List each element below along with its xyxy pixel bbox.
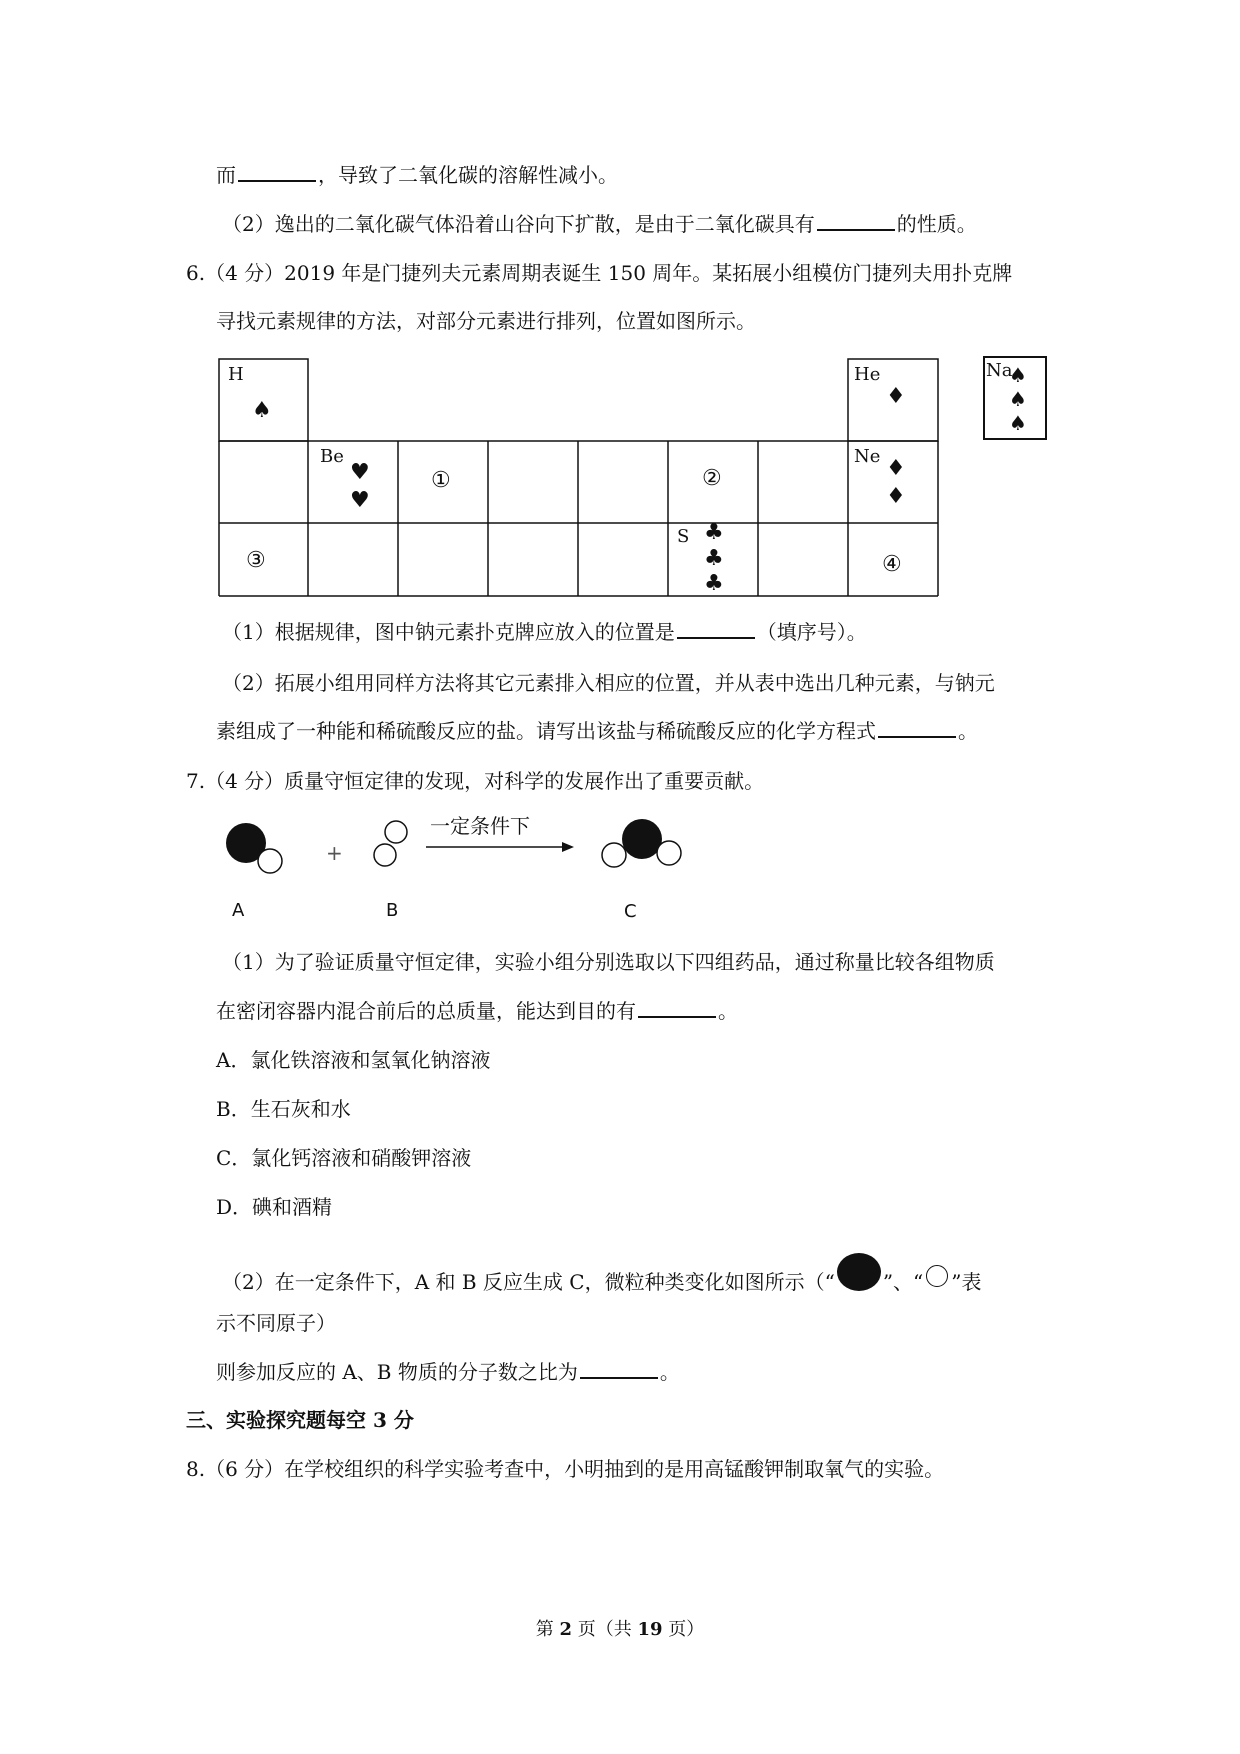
element-label-na: Na [986, 360, 1013, 381]
white-atom-icon [657, 841, 681, 865]
black-atom-icon [622, 819, 662, 859]
white-atom-icon [258, 849, 282, 873]
q7-sub1-line2: 在密闭容器内混合前后的总质量，能达到目的有 。 [216, 999, 738, 1023]
q6-line2: 寻找元素规律的方法，对部分元素进行排列，位置如图所示。 [216, 309, 756, 333]
page-total: 19 [637, 1619, 663, 1640]
position-marker-2: ② [702, 466, 722, 491]
white-atom-icon [602, 843, 626, 867]
position-marker-3: ③ [246, 548, 266, 573]
molecule-label-a: A [232, 900, 245, 921]
spade-icon: ♠ [1009, 387, 1027, 411]
page-number: 2 [559, 1619, 572, 1640]
section-title: 三、实验探究题每空 3 分 [186, 1408, 414, 1432]
element-label-he: He [854, 364, 881, 385]
diamond-icon: ♦ [886, 456, 906, 481]
club-icon: ♣ [704, 571, 724, 596]
position-marker-4: ④ [882, 552, 902, 577]
table-grid-lines [218, 358, 939, 597]
q7-sub2-line2: 示不同原子） [216, 1311, 336, 1335]
club-icon: ♣ [704, 520, 724, 545]
club-icon: ♣ [704, 546, 724, 571]
answer-blank[interactable] [638, 998, 716, 1018]
spade-icon: ♠ [252, 398, 272, 423]
option-c[interactable]: C．氯化钙溶液和硝酸钾溶液 [216, 1146, 472, 1170]
sodium-card [983, 356, 1047, 440]
element-card-table [218, 358, 939, 597]
element-label-ne: Ne [854, 446, 881, 467]
option-d[interactable]: D．碘和酒精 [216, 1195, 333, 1219]
white-atom-icon [374, 844, 396, 866]
q7-sub2-line3: 则参加反应的 A、B 物质的分子数之比为 。 [216, 1360, 680, 1384]
answer-blank[interactable] [580, 1359, 658, 1379]
element-label-be: Be [320, 446, 344, 467]
option-a[interactable]: A．氯化铁溶液和氢氧化钠溶液 [216, 1048, 491, 1072]
q7-line1: 7.（4 分）质量守恒定律的发现，对科学的发展作出了重要贡献。 [186, 769, 765, 793]
white-atom-icon [926, 1265, 948, 1287]
answer-blank[interactable] [817, 211, 895, 231]
spade-icon: ♠ [1009, 363, 1027, 387]
q5-line-b: （2）逸出的二氧化碳气体沿着山谷向下扩散，是由于二氧化碳具有 的性质。 [222, 212, 977, 236]
q5-line-a: 而 ，导致了二氧化碳的溶解性减小。 [216, 163, 618, 187]
q6-line1: 6.（4 分）2019 年是门捷列夫元素周期表诞生 150 周年。某拓展小组模仿门捷列夫用扑克牌 [186, 261, 1013, 285]
molecule-label-b: B [386, 900, 399, 921]
reaction-condition: 一定条件下 [430, 815, 530, 838]
white-atom-icon [385, 821, 407, 843]
q6-sub2-line2: 素组成了一种能和稀硫酸反应的盐。请写出该盐与稀硫酸反应的化学方程式 。 [216, 719, 978, 743]
q6-sub2-line1: （2）拓展小组用同样方法将其它元素排入相应的位置，并从表中选出几种元素，与钠元 [222, 671, 995, 695]
q7-sub1-line1: （1）为了验证质量守恒定律，实验小组分别选取以下四组药品，通过称量比较各组物质 [222, 950, 995, 974]
heart-icon: ♥ [350, 488, 370, 513]
heart-icon: ♥ [350, 460, 370, 485]
spade-icon: ♠ [1009, 411, 1027, 435]
q7-sub2-line1: （2）在一定条件下，A 和 B 反应生成 C，微粒种类变化如图所示（“ ”、“ ”表 [222, 1259, 982, 1297]
option-b[interactable]: B．生石灰和水 [216, 1097, 351, 1121]
black-atom-icon [837, 1253, 881, 1291]
answer-blank[interactable] [677, 619, 755, 639]
arrow-head-icon [562, 842, 574, 852]
element-label-h: H [228, 364, 244, 385]
q8-line1: 8.（6 分）在学校组织的科学实验考查中，小明抽到的是用高锰酸钾制取氧气的实验。 [186, 1457, 945, 1481]
reaction-diagram [210, 815, 710, 925]
answer-blank[interactable] [878, 718, 956, 738]
diamond-icon: ♦ [886, 484, 906, 509]
q6-sub1: （1）根据规律，图中钠元素扑克牌应放入的位置是 （填序号）。 [222, 620, 867, 644]
molecule-label-c: C [624, 901, 637, 922]
plus-sign: + [326, 841, 343, 865]
element-label-s: S [677, 526, 690, 547]
diamond-icon: ♦ [886, 384, 906, 409]
position-marker-1: ① [431, 468, 451, 493]
page-footer: 第 2 页（共 19 页） [535, 1619, 705, 1640]
answer-blank[interactable] [238, 162, 316, 182]
